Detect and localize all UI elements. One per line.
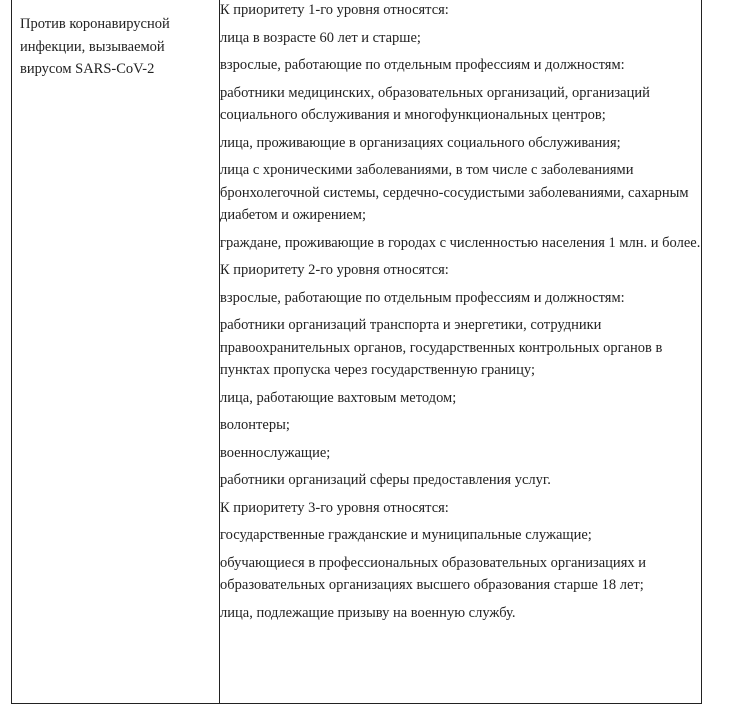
priority-line: К приоритету 2-го уровня относятся: [220, 262, 449, 278]
priority-line: граждане, проживающие в городах с численностью населения 1 млн. и более. [220, 234, 701, 251]
infection-cell [12, 0, 220, 704]
priority-line: работники медицинских, образовательных организаций, организаций социального обслуживания и многофункциональных центров; [220, 84, 650, 123]
infection-label: Против коронавирусной инфекции, вызываемой вирусом SARS-CoV-2 [20, 16, 170, 77]
priority-line: обучающиеся в профессиональных образовательных организациях и образовательных организациях высшего образования старше 18 лет; [220, 554, 647, 593]
priority-line: военнослужащие; [220, 444, 331, 461]
priority-line: работники организаций транспорта и энергетики, сотрудники правоохранительных органов, государственных контрольных органов в пунктах пропуска через государственную границу; [220, 317, 663, 378]
priority-line: лица, проживающие в организациях социального обслуживания; [220, 134, 621, 151]
priority-groups-cell [220, 0, 702, 704]
priority-line: лица, подлежащие призыву на военную службу. [220, 604, 516, 621]
priority-line: К приоритету 3-го уровня относятся: [220, 499, 449, 516]
priority-line: волонтеры; [220, 417, 290, 433]
priority-line: работники организаций сферы предоставления услуг. [220, 472, 551, 488]
priority-line: лица в возрасте 60 лет и старше; [220, 29, 421, 46]
priority-line: К приоритету 1-го уровня относятся: [220, 2, 449, 18]
priority-line: взрослые, работающие по отдельным профессиям и должностям: [220, 289, 625, 306]
priority-line: лица с хроническими заболеваниями, в том числе с заболеваниями бронхолегочной системы, сердечно-сосудистыми заболеваниями, сахарным диабетом и ожирением; [220, 162, 689, 223]
table-row [12, 0, 702, 704]
vaccination-priority-table [11, 0, 702, 704]
priority-line: государственные гражданские и муниципальные служащие; [220, 527, 592, 543]
priority-line: лица, работающие вахтовым методом; [220, 389, 457, 406]
priority-line: взрослые, работающие по отдельным профессиям и должностям: [220, 57, 625, 73]
